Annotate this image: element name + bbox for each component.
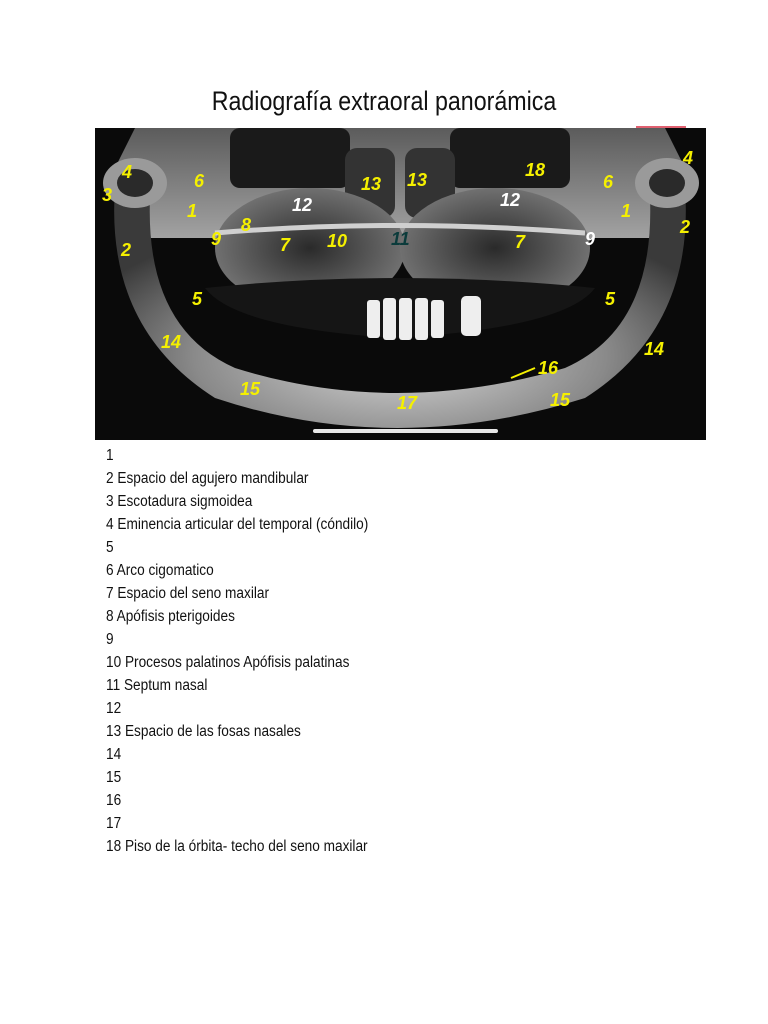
legend-item: 2 Espacio del agujero mandibular bbox=[106, 470, 309, 487]
xray-label: 5 bbox=[605, 289, 616, 309]
legend-item: 10 Procesos palatinos Apófisis palatinas bbox=[106, 654, 350, 671]
xray-label: 2 bbox=[680, 217, 691, 237]
legend-item: 1 bbox=[106, 447, 114, 464]
xray-label: 7 bbox=[515, 232, 526, 252]
xray-label: 13 bbox=[361, 174, 382, 194]
xray-label: 10 bbox=[327, 231, 348, 251]
legend-item: 18 Piso de la órbita- techo del seno maxilar bbox=[106, 838, 368, 855]
xray-label: 8 bbox=[241, 215, 252, 235]
legend-item: 6 Arco cigomatico bbox=[106, 562, 214, 579]
xray-label: 15 bbox=[550, 390, 571, 410]
legend-item: 9 bbox=[106, 631, 114, 648]
xray-label: 15 bbox=[240, 379, 261, 399]
xray-label: 11 bbox=[391, 229, 410, 249]
xray-label: 9 bbox=[211, 229, 222, 249]
legend-item: 11 Septum nasal bbox=[106, 677, 208, 694]
legend-item: 8 Apófisis pterigoides bbox=[106, 608, 235, 625]
xray-label: 12 bbox=[500, 190, 521, 210]
legend-item: 7 Espacio del seno maxilar bbox=[106, 585, 270, 602]
xray-label: 12 bbox=[292, 195, 313, 215]
xray-label: 16 bbox=[538, 358, 559, 378]
legend-list bbox=[106, 444, 404, 858]
legend-item: 13 Espacio de las fosas nasales bbox=[106, 723, 301, 740]
legend-item: 12 bbox=[106, 700, 122, 717]
xray-label: 2 bbox=[121, 240, 132, 260]
xray-label: 1 bbox=[187, 201, 198, 221]
xray-label: 18 bbox=[525, 160, 546, 180]
legend-item: 17 bbox=[106, 815, 122, 832]
legend-item: 15 bbox=[106, 769, 122, 786]
xray-label: 6 bbox=[603, 172, 614, 192]
xray-label: 14 bbox=[644, 339, 665, 359]
xray-label: 4 bbox=[122, 162, 133, 182]
xray-label: 6 bbox=[194, 171, 205, 191]
page-title: Radiografía extraoral panorámica bbox=[211, 86, 557, 116]
legend-item: 4 Eminencia articular del temporal (cóndilo) bbox=[106, 516, 369, 533]
xray-label: 7 bbox=[280, 235, 291, 255]
legend-item: 14 bbox=[106, 746, 122, 763]
xray-label: 9 bbox=[585, 229, 596, 249]
xray-label: 3 bbox=[102, 185, 113, 205]
xray-label: 1 bbox=[621, 201, 632, 221]
xray-label: 13 bbox=[407, 170, 428, 190]
legend-item: 5 bbox=[106, 539, 114, 556]
xray-label: 14 bbox=[161, 332, 182, 352]
xray-label: 17 bbox=[397, 393, 418, 413]
xray-label: 4 bbox=[683, 148, 694, 168]
legend-item: 3 Escotadura sigmoidea bbox=[106, 493, 253, 510]
panoramic-xray-image bbox=[95, 128, 706, 440]
xray-label: 5 bbox=[192, 289, 203, 309]
legend-item: 16 bbox=[106, 792, 122, 809]
